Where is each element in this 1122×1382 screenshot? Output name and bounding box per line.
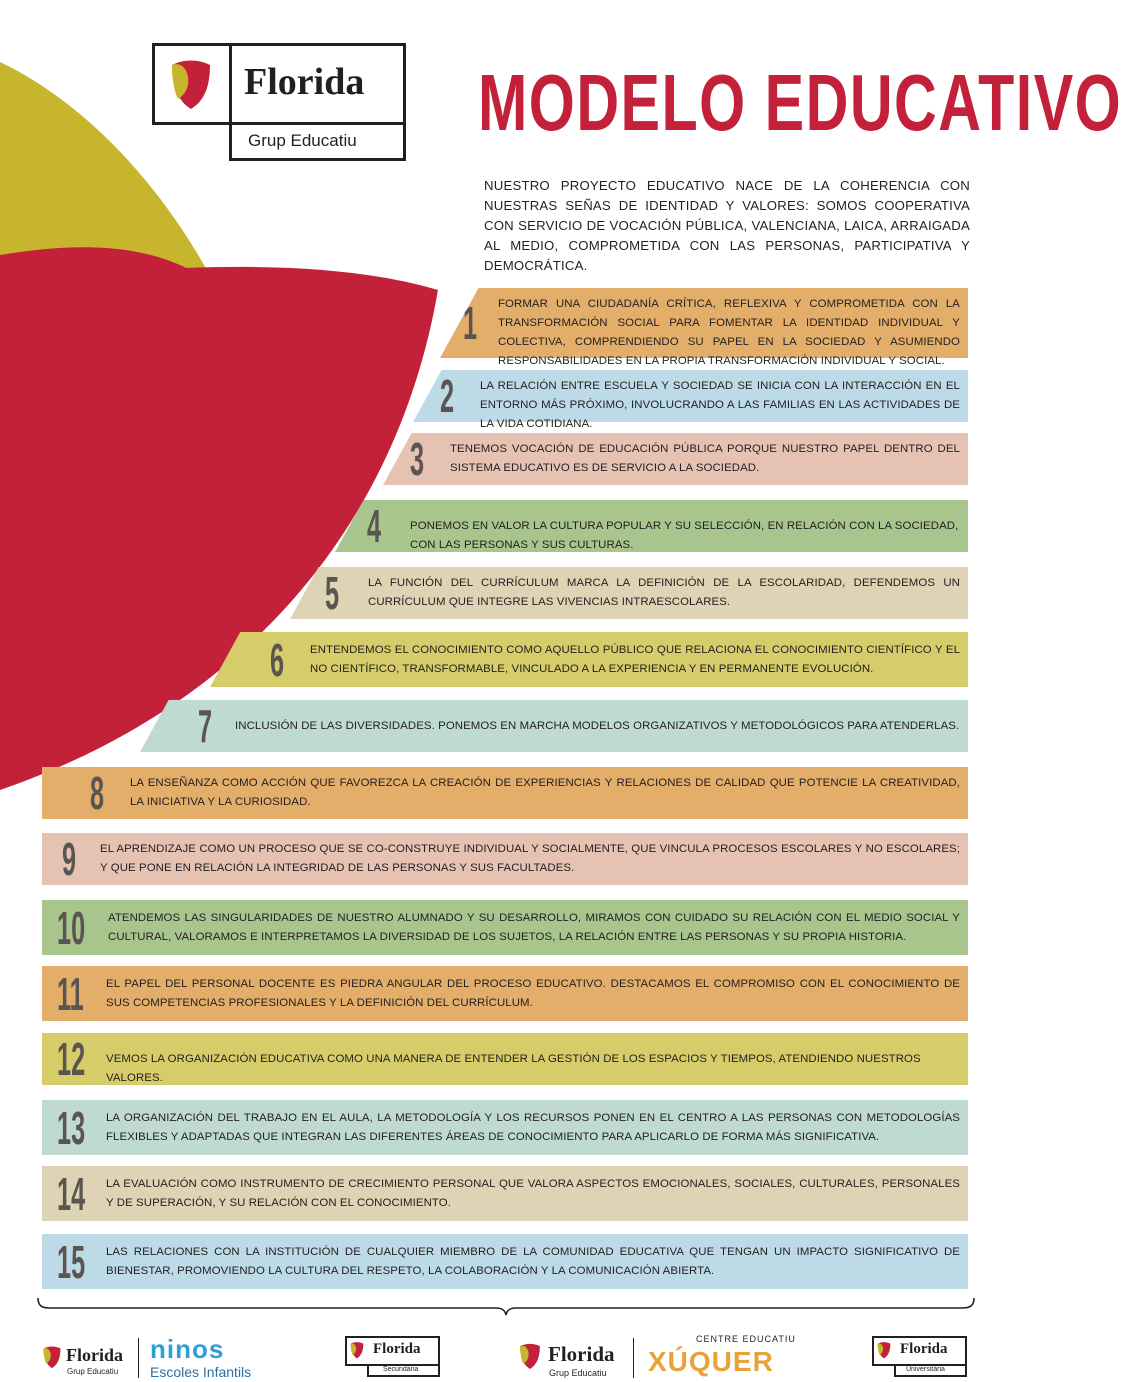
florida-universitaria-logo [872,1336,967,1378]
florida-secundaria-logo [345,1336,440,1378]
principle-number: 14 [57,1167,86,1220]
shield-icon [170,57,212,111]
principle-number: 11 [57,967,84,1020]
footer-logo-name: Florida [66,1345,123,1365]
footer-divider-2 [633,1338,634,1378]
principle-item [0,567,1000,619]
principle-text: LA RELACIÓN ENTRE ESCUELA Y SOCIEDAD SE INICIA CON LA INTERACCIÓN EN EL ENTORNO MÁS PRÓXIMO, INVOLUCRANDO A LAS FAMILIAS EN LAS ACTIVIDADES DE LA VIDA COTIDIANA. [480,380,960,430]
principle-item [0,966,1000,1021]
logo-divider [229,43,232,125]
principle-text: LA EVALUACIÓN COMO INSTRUMENTO DE CRECIMIENTO PERSONAL QUE VALORA ASPECTOS EMOCIONALES, SOCIALES, CULTURALES, PERSONALES Y DE SUPERACIÓN, Y SU RELACIÓN CON EL CONOCIMIENTO. [106,1177,960,1209]
principle-text: EL APRENDIZAJE COMO UN PROCESO QUE SE CO-CONSTRUYE INDIVIDUAL Y SOCIALMENTE, QUE VINCULA PROCESOS ESCOLARES Y NO ESCOLARES; Y QUE PONE EN RELACIÓN LA INTEGRIDAD DE LAS PERSONAS Y SUS FACULTADES. [100,843,960,874]
florida-logo [152,43,406,161]
principle-item [0,1166,1000,1221]
principle-item [0,900,1000,955]
footer-logo2-name: Florida [548,1342,615,1366]
shield-icon [350,1341,364,1359]
shield-icon [877,1341,891,1359]
principle-text: TENEMOS VOCACIÓN DE EDUCACIÓN PÚBLICA PORQUE NUESTRO PAPEL DENTRO DEL SISTEMA EDUCATIVO ES DE SERVICIO A LA SOCIEDAD. [450,443,960,474]
principle-item [0,500,1000,552]
intro-paragraph: NUESTRO PROYECTO EDUCATIVO NACE DE LA COHERENCIA CON NUESTRAS SEÑAS DE IDENTIDAD Y VALORES: SOMOS COOPERATIVA CON SERVICIO DE VOCACIÓN PÚBLICA, VALENCIANA, LAICA, ARRAIGADA AL MEDIO, COMPROMETIDA CON LAS PERSONAS, PARTICIPATIVA Y DEMOCRÁTICA. [484,178,970,273]
principle-number: 5 [325,567,340,619]
page-title: MODELO EDUCATIVO [478,58,1122,147]
xuquer-logo [648,1334,808,1380]
principle-item [0,288,1000,367]
principle-number: 13 [57,1101,86,1154]
brace-divider [36,1296,976,1316]
footer-divider [138,1338,139,1378]
principle-number: 1 [463,297,478,349]
principle-item [0,767,1000,819]
principle-text: EL PAPEL DEL PERSONAL DOCENTE ES PIEDRA ANGULAR DEL PROCESO EDUCATIVO. DESTACAMOS EL COMPROMISO CON EL CONOCIMIENTO DE SUS COMPETENCIAS PROFESIONALES Y LA DEFINICIÓN DEL CURRÍCULUM. [106,977,960,1009]
ninos-logo [150,1336,270,1382]
ninos-wordmark-text: ninos [150,1334,225,1364]
principle-text: FORMAR UNA CIUDADANÍA CRÍTICA, REFLEXIVA Y COMPROMETIDA CON LA TRANSFORMACIÓN SOCIAL PARA FOMENTAR LA IDENTIDAD INDIVIDUAL Y COLECTIVA, COMPRENDIENDO SU PAPEL EN LA SOCIEDAD Y ASUMIENDO RESPONSABILIDADES EN LA PROPIA TRANSFORMACIÓN INDIVIDUAL Y SOCIAL. [498,297,960,367]
principle-number: 9 [62,833,77,885]
principle-number: 7 [198,700,213,752]
principle-text: ENTENDEMOS EL CONOCIMIENTO COMO AQUELLO PÚBLICO QUE RELACIONA EL CONOCIMIENTO CIENTÍFICO Y EL NO CIENTÍFICO, TRANSFORMABLE, VINCULADO A LA EXPERIENCIA Y EN PERMANENTE EVOLUCIÓN. [310,643,960,675]
universitaria-name: Florida [900,1341,948,1357]
principle-number: 3 [410,433,425,485]
principle-number: 8 [90,767,105,819]
principle-text: LA ENSEÑANZA COMO ACCIÓN QUE FAVOREZCA LA CREACIÓN DE EXPERIENCIAS Y RELACIONES DE CALIDAD QUE POTENCIE LA CREATIVIDAD, LA INICIATIVA Y LA CURIOSIDAD. [130,777,960,808]
principle-item [0,833,1000,885]
principle-item [0,370,1000,430]
principle-number: 12 [57,1033,86,1085]
footer-logo2-sub: Grup Educatiu [549,1368,607,1378]
principle-text: VEMOS LA ORGANIZACIÓN EDUCATIVA COMO UNA MANERA DE ENTENDER LA GESTIÓN DE LOS ESPACIOS Y TIEMPOS, ATENDIENDO NUESTROS VALORES. [106,1052,921,1084]
logo-name: Florida [244,61,365,103]
footer-logo-grup-2 [518,1340,628,1380]
shield-icon [42,1345,62,1369]
principle-number: 2 [440,370,455,422]
principle-number: 4 [367,500,382,552]
footer-logo-grup [42,1343,132,1379]
ninos-wordmark [150,1336,270,1362]
logo-subtitle: Grup Educatiu [248,131,357,150]
footer-logo-sub: Grup Educatiu [67,1367,119,1376]
principle-number: 15 [57,1235,86,1288]
principle-item [0,632,1000,687]
principle-text: INCLUSIÓN DE LAS DIVERSIDADES. PONEMOS EN MARCHA MODELOS ORGANIZATIVOS Y METODOLÓGICOS PARA ATENDERLAS. [235,719,960,732]
universitaria-sub: Universitària [906,1366,945,1373]
principle-item [0,433,1000,485]
principle-text: LA ORGANIZACIÓN DEL TRABAJO EN EL AULA, LA METODOLOGÍA Y LOS RECURSOS PONEN EN EL CENTRO A LAS PERSONAS CON METODOLOGÍAS FLEXIBLES Y ADAPTADAS QUE INTEGRAN LAS DIFERENTES ÁREAS DE CONOCIMIENTO PARA APLICARLO DE FORMA MÁS SIGNIFICATIVA. [106,1111,960,1143]
principle-item [0,1100,1000,1155]
secundaria-sub: Secundària [383,1366,419,1373]
principle-item [0,700,1000,752]
escoles-label: Escoles Infantils [150,1364,252,1380]
principle-number: 6 [270,633,285,686]
principle-text: PONEMOS EN VALOR LA CULTURA POPULAR Y SU SELECCIÓN, EN RELACIÓN CON LA SOCIEDAD, CON LAS PERSONAS Y SUS CULTURAS. [410,519,959,551]
principle-text: LA FUNCIÓN DEL CURRÍCULUM MARCA LA DEFINICIÓN DE LA ESCOLARIDAD, DEFENDEMOS UN CURRÍCULUM QUE INTEGRE LAS VIVENCIAS INTRAESCOLARES. [368,577,960,608]
secundaria-name: Florida [373,1341,421,1357]
principle-item [0,1033,1000,1085]
principle-text: LAS RELACIONES CON LA INSTITUCIÓN DE CUALQUIER MIEMBRO DE LA COMUNIDAD EDUCATIVA QUE TENGAN UN IMPACTO SIGNIFICATIVO DE BIENESTAR, PROMOVIENDO LA CULTURA DEL RESPETO, LA COLABORACIÓN Y LA COMUNICACIÓN ABIERTA. [106,1245,960,1277]
principle-item [0,1234,1000,1289]
shield-icon [518,1342,542,1370]
principle-text: ATENDEMOS LAS SINGULARIDADES DE NUESTRO ALUMNADO Y SU DESARROLLO, MIRAMOS CON CUIDADO SU RELACIÓN CON EL MEDIO SOCIAL Y CULTURAL, VALORAMOS E INTERPRETAMOS LA DIVERSIDAD DE LOS SUJETOS, LA RELACIÓN ENTRE LAS PERSONAS Y SU PROPIA HISTORIA. [108,911,960,943]
xuquer-wordmark: XÚQUER [648,1346,774,1377]
xuquer-top-label: CENTRE EDUCATIU [696,1334,796,1344]
principle-number: 10 [57,901,86,954]
